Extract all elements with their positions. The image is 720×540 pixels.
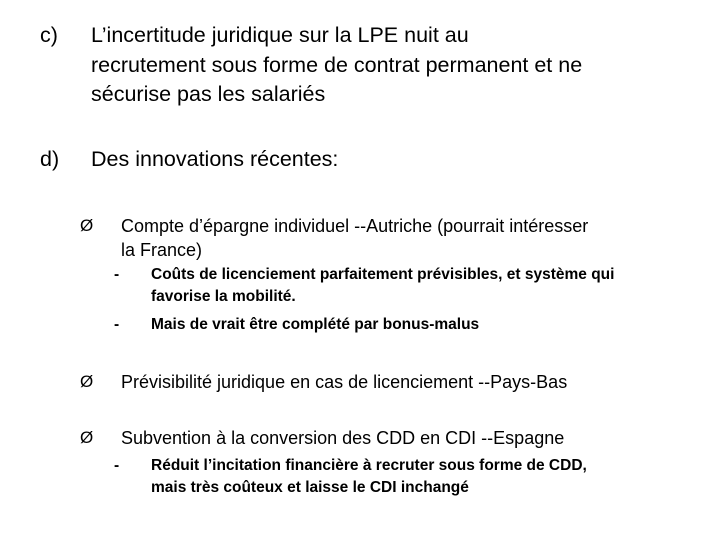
sub-1-1-line-1: Coûts de licenciement parfaitement prévisibles, et système qui	[151, 266, 615, 283]
sub-1-1-line-2: favorise la mobilité.	[151, 288, 296, 305]
item-c-line-3: sécurise pas les salariés	[91, 82, 326, 106]
bullet-3-line-1: Subvention à la conversion des CDD en CDI --Espagne	[121, 428, 565, 448]
dash-marker: -	[114, 457, 120, 474]
item-d-heading: Des innovations récentes:	[91, 147, 339, 171]
arrow-bullet-icon: Ø	[80, 428, 94, 447]
bullet-2-line-1: Prévisibilité juridique en cas de licenciement --Pays-Bas	[121, 372, 568, 392]
bullet-1-line-1: Compte d’épargne individuel --Autriche (pourrait intéresser	[121, 216, 589, 236]
item-c-line-1: L’incertitude juridique sur la LPE nuit au	[91, 23, 469, 47]
sub-3-1-line-2: mais très coûteux et laisse le CDI inchangé	[151, 479, 469, 496]
item-d-label: d)	[40, 147, 60, 171]
dash-marker: -	[114, 316, 120, 333]
dash-marker: -	[114, 266, 120, 283]
arrow-bullet-icon: Ø	[80, 372, 94, 391]
sub-3-1-line-1: Réduit l’incitation financière à recruter sous forme de CDD,	[151, 457, 587, 474]
arrow-bullet-icon: Ø	[80, 216, 94, 235]
sub-1-2-line-1: Mais de vrait être complété par bonus-malus	[151, 316, 480, 333]
bullet-1-line-2: la France)	[121, 240, 203, 260]
item-c-label: c)	[40, 23, 58, 47]
item-c-line-2: recrutement sous forme de contrat permanent et ne	[91, 53, 583, 77]
